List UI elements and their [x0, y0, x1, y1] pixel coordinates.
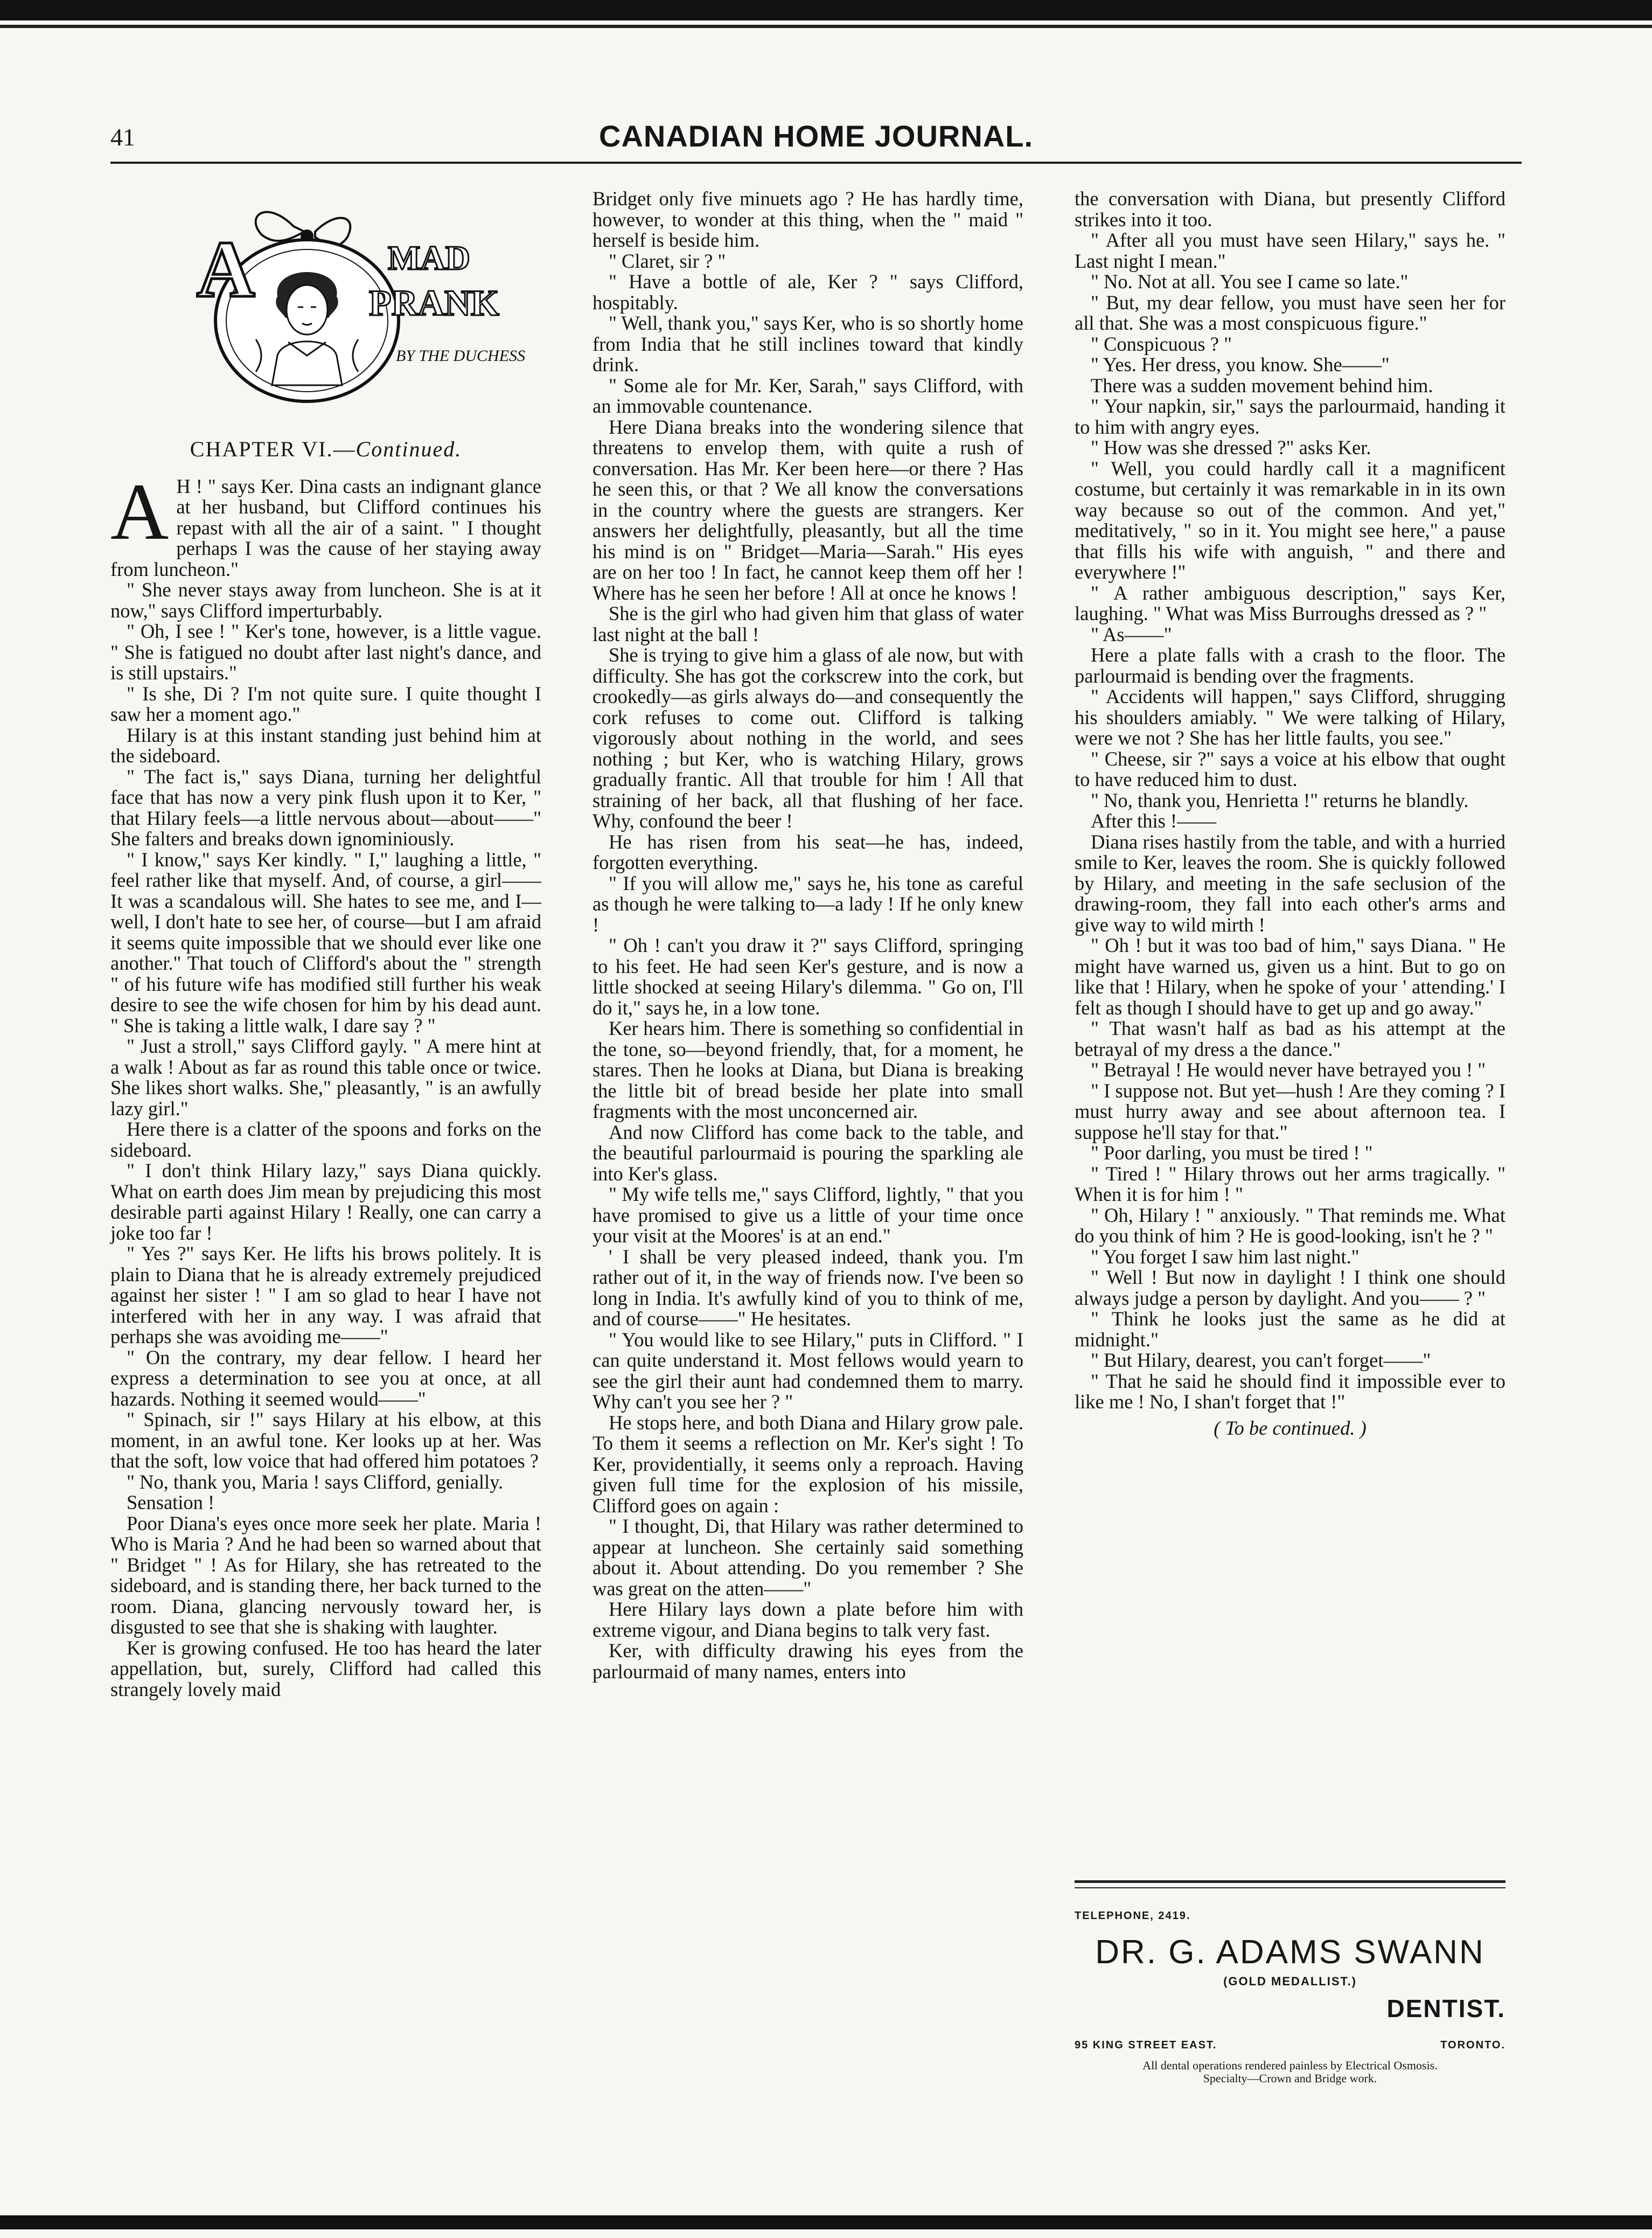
paragraph: " Is she, Di ? I'm not quite sure. I quite thought I saw her a moment ago." — [110, 682, 541, 725]
top-border — [0, 0, 1652, 20]
paragraph: " Yes ?" says Ker. He lifts his brows politely. It is plain to Diana that he is already extremely prejudiced against her sister ! " I am so glad to hear I have not interfered with her in any way. I was afraid that perhaps she was avoiding me——" — [110, 1242, 541, 1347]
paragraph: " As——" — [1091, 623, 1172, 645]
paragraph: Ker, with difficulty drawing his eyes from the parlourmaid of many names, enters into — [593, 1639, 1023, 1683]
paragraph: " Just a stroll," says Clifford gayly. " A mere hint at a walk ! About as far as round this table once or twice. She likes short walks. She," pleasantly, " is an awfully lazy girl." — [110, 1035, 541, 1120]
paragraph: " Poor darling, you must be tired ! " — [1091, 1142, 1373, 1164]
drop-cap: A — [110, 467, 169, 557]
first-paragraph — [110, 467, 541, 580]
paragraph: He stops here, and both Diana and Hilary grow pale. To them it seems a reflection on Mr. Ker's sight ! To Ker, providentially, it seems only a reproach. Having given full time for the explosion of his missile, Clifford goes on again : — [593, 1411, 1023, 1517]
ad-profession: DENTIST. — [1386, 1994, 1505, 2022]
paragraph: " I thought, Di, that Hilary was rather determined to appear at luncheon. She certainly said something about it. About attending. Do you remember ? She was great on the atten——" — [593, 1515, 1023, 1600]
column-2 — [593, 189, 1023, 1682]
paragraph: Diana rises hastily from the table, and with a hurried smile to Ker, leaves the room. She is quickly followed by Hilary, and meeting in the safe seclusion of the drawing-room, they fall into each other's arms and give way to wild mirth ! — [1075, 830, 1505, 936]
ad-street: 95 KING STREET EAST. — [1075, 2039, 1217, 2051]
paragraph: Here Diana breaks into the wondering silence that threatens to envelop them, with quite a rush of conversation. Has Mr. Ker been here—or there ? Has he seen this, or that ? We all know the conversations in the country where the guests are strangers. Ker answers her delightfully, pleasantly, but all the time his mind is on " Bridget—Maria—Sarah." His eyes are on her too ! In fact, he cannot keep them off her ! Where has he seen her before ! All at once he knows ! — [593, 415, 1023, 604]
running-head: CANADIAN HOME JOURNAL. — [599, 119, 1033, 153]
paragraph: " Some ale for Mr. Ker, Sarah," says Clifford, with an immovable countenance. — [593, 374, 1023, 417]
paragraph: Poor Diana's eyes once more seek her plate. Maria ! Who is Maria ? And he had been so warned about that " Bridget " ! As for Hilary, she has retreated to the sideboard, and is standing there, her back turned to the room. Diana, glancing nervously toward her, is disgusted to see that she is shaking with laughter. — [110, 1512, 541, 1638]
paragraph: " But, my dear fellow, you must have seen her for all that. She was a most conspicuous figure." — [1075, 291, 1505, 334]
paragraph: " Oh ! can't you draw it ?" says Clifford, springing to his feet. He had seen Ker's gesture, and is now a little shocked at seeing Hilary's dilemma. " Go on, I'll do it," says he, in a low tone. — [593, 934, 1023, 1019]
paragraph: " No, thank you, Henrietta !" returns he blandly. — [1091, 789, 1469, 811]
byline: BY THE DUCHESS — [396, 347, 526, 365]
paragraph: Ker is growing confused. He too has heard the later appellation, but, surely, Clifford had called this strangely lovely maid — [110, 1636, 541, 1700]
to-be-continued: ( To be continued. ) — [1214, 1416, 1367, 1439]
paragraph: " The fact is," says Diana, turning her delightful face that has now a very pink flush upon it to Ker, " that Hilary feels—a little nervous about—about——" She falters and breaks down ignominiously. — [110, 765, 541, 850]
paragraph: " You would like to see Hilary," puts in Clifford. " I can quite understand it. Most fellows would yearn to see the girl their aunt had condemned them to marry. Why can't you see her ? " — [593, 1328, 1023, 1413]
title-letter-a: A — [197, 225, 255, 314]
ad-note-1: All dental operations rendered painless by Electrical Osmosis. — [1142, 2059, 1438, 2072]
column-1 — [110, 439, 541, 1700]
ad-telephone: TELEPHONE, 2419. — [1075, 1910, 1191, 1922]
chapter-heading-text: CHAPTER VI.— — [190, 437, 356, 461]
paragraph: " After all you must have seen Hilary," says he. " Last night I mean." — [1075, 229, 1505, 272]
paragraph: He has risen from his seat—he has, indeed, forgotten everything. — [593, 830, 1023, 873]
paragraph: " Conspicuous ? " — [1091, 332, 1232, 355]
title-word-mad: MAD — [388, 239, 470, 277]
ad-note-2: Specialty—Crown and Bridge work. — [1203, 2072, 1377, 2085]
paragraph: Here there is a clatter of the spoons and forks on the sideboard. — [110, 1118, 541, 1161]
paragraph: " A rather ambiguous description," says Ker, laughing. " What was Miss Burroughs dressed as ? " — [1075, 581, 1505, 624]
paragraph: " Oh ! but it was too bad of him," says Diana. " He might have warned us, given us a hint. But to go on like that ! Hilary, when he spoke of your ' attending.' I felt as though I should have to get up and go away." — [1075, 934, 1505, 1019]
paragraph: " How was she dressed ?" asks Ker. — [1091, 436, 1371, 458]
paragraph: There was a sudden movement behind him. — [1091, 374, 1433, 397]
ad-address — [1075, 2039, 1505, 2052]
paragraph: " That he said he should find it impossible ever to like me ! No, I shan't forget that !" — [1075, 1370, 1505, 1413]
paragraph: " Well, you could hardly call it a magnificent costume, but certainly it was remarkable in in its own way because so out of the common. And yet," meditatively, " so in it. You might see here," a pause that fills his wife with anguish, " and there and everywhere !" — [1075, 457, 1505, 583]
paragraph: " Betrayal ! He would never have betrayed you ! " — [1091, 1059, 1486, 1081]
paragraph: " Have a bottle of ale, Ker ? " says Clifford, hospitably. — [593, 270, 1023, 314]
paragraph: " Oh, Hilary ! " anxiously. " That reminds me. What do you think of him ? He is good-looking, isn't he ? " — [1075, 1204, 1505, 1247]
paragraph: " My wife tells me," says Clifford, lightly, " that you have promised to give us a little of your time once your visit at the Moores' is at an end." — [593, 1183, 1023, 1247]
paragraph: " I don't think Hilary lazy," says Diana quickly. What on earth does Jim mean by prejudicing this most desirable parti against Hilary ! Really, one can carry a joke too far ! — [110, 1159, 541, 1244]
paragraph: the conversation with Diana, but presently Clifford strikes into it too. — [1075, 187, 1505, 231]
paragraph: " On the contrary, my dear fellow. I heard her express a determination to see you at once, at all hazards. Nothing it seemed would——" — [110, 1346, 541, 1410]
vignette-svg — [116, 194, 547, 409]
title-word-prank: PRANK — [369, 282, 499, 323]
paragraph: " No, thank you, Maria ! says Clifford, genially. — [127, 1470, 504, 1493]
paragraph: " Oh, I see ! " Ker's tone, however, is a little vague. " She is fatigued no doubt after last night's dance, and is still upstairs." — [110, 620, 541, 684]
page-number: 41 — [110, 123, 135, 151]
paragraph: Here Hilary lays down a plate before him with extreme vigour, and Diana begins to talk very fast. — [593, 1598, 1023, 1641]
paragraph: " Accidents will happen," says Clifford, shrugging his shoulders amiably. " We were talking of Hilary, were we not ? She has her little faults, you see." — [1075, 685, 1505, 749]
title-illustration — [116, 194, 547, 409]
ad-name: DR. G. ADAMS SWANN — [1095, 1934, 1485, 1971]
paragraph: H ! " says Ker. Dina casts an indignant glance at her husband, but Clifford continues his repast with all the air of a saint. " I thought perhaps I was the cause of her staying away from luncheon." — [110, 475, 541, 580]
paragraph: " She never stays away from luncheon. She is at it now," says Clifford imperturbably. — [110, 579, 541, 622]
column-3 — [1075, 189, 1505, 1438]
ad-rule — [1075, 1880, 1505, 1883]
paragraph: " You forget I saw him last night." — [1091, 1245, 1360, 1268]
paragraph: Hilary is at this instant standing just behind him at the sideboard. — [110, 724, 541, 767]
paragraph: " Claret, sir ? " — [609, 249, 726, 272]
paragraph: " That wasn't half as bad as his attempt at the betrayal of my dress a the dance." — [1075, 1017, 1505, 1060]
paragraph: " Tired ! " Hilary throws out her arms tragically. " When it is for him ! " — [1075, 1162, 1505, 1205]
ad-city: TORONTO. — [1440, 2039, 1505, 2051]
paragraph: Bridget only five minuets ago ? He has hardly time, however, to wonder at this thing, when the " maid " herself is beside him. — [593, 187, 1023, 251]
paragraph: Sensation ! — [127, 1491, 215, 1513]
paragraph: She is the girl who had given him that glass of water last night at the ball ! — [593, 602, 1023, 645]
paragraph: " Yes. Her dress, you know. She——" — [1091, 353, 1390, 376]
paragraph: " If you will allow me," says he, his tone as careful as though he were talking to—a lady ! If he only knew ! — [593, 872, 1023, 936]
paragraph: After this !—— — [1091, 810, 1217, 832]
top-border-thin — [0, 25, 1652, 28]
paragraph: " Spinach, sir !" says Hilary at his elbow, at this moment, in an awful tone. Ker looks up at her. Was that the soft, low voice that had offered him potatoes ? — [110, 1408, 541, 1472]
ad-rule-thin — [1075, 1887, 1505, 1888]
paragraph: Here a plate falls with a crash to the floor. The parlourmaid is bending over the fragments. — [1075, 644, 1505, 687]
chapter-heading — [110, 439, 541, 460]
bottom-border — [0, 2215, 1652, 2229]
ad-medallist: (GOLD MEDALLIST.) — [1223, 1975, 1357, 1988]
paragraph: " I know," says Ker kindly. " I," laughing a little, " feel rather like that myself. And, of course, a girl—— It was a scandalous will. She hates to see me, and I—well, I don't hate to see her, of course—but I am afraid it seems quite impossible that we should ever like one another." That touch of Clifford's about the " strength " of his future wife has modified still further his weak desire to see the wife chosen for him by his dead aunt. " She is taking a little walk, I dare say ? " — [110, 848, 541, 1037]
paragraph: " No. Not at all. You see I came so late." — [1091, 270, 1409, 293]
paragraph: " Think he looks just the same as he did at midnight." — [1075, 1308, 1505, 1351]
paragraph: " Well, thank you," says Ker, who is so shortly home from India that he still inclines toward that kindly drink. — [593, 312, 1023, 376]
chapter-heading-continued: Continued. — [356, 437, 462, 461]
paragraph: Ker hears him. There is something so confidential in the tone, so—beyond friendly, that, for a moment, he stares. Then he looks at Diana, but Diana is breaking the little bit of bread beside her plate into small fragments with the most unconcerned air. — [593, 1017, 1023, 1122]
paragraph: ' I shall be very pleased indeed, thank you. I'm rather out of it, in the way of friends now. I've been so long in India. It's awfully kind of you to think of me, and of course——" He hesitates. — [593, 1245, 1023, 1330]
paragraph: " I suppose not. But yet—hush ! Are they coming ? I must hurry away and see about afternoon tea. I suppose he'll stay for that." — [1075, 1079, 1505, 1143]
page-header — [110, 113, 1522, 167]
paragraph: " Well ! But now in daylight ! I think one should always judge a person by daylight. And you—— ? " — [1075, 1266, 1505, 1309]
paragraph: She is trying to give him a glass of ale now, but with difficulty. She has got the corkscrew into the cork, but crookedly—as girls always do—and consequently the cork refuses to come out. Clifford is talking vigorously about nothing in the world, and sees nothing ; but Ker, who is watching Hilary, grows gradually frantic. All that trouble for him ! All that straining of her back, all that flushing of her face. Why, confound the beer ! — [593, 644, 1023, 832]
dentist-advertisement — [1075, 1880, 1505, 2085]
header-rule — [110, 162, 1522, 164]
paragraph: " Your napkin, sir," says the parlourmaid, handing it to him with angry eyes. — [1075, 395, 1505, 438]
paragraph: " But Hilary, dearest, you can't forget——" — [1091, 1349, 1431, 1371]
paragraph: " Cheese, sir ?" says a voice at his elbow that ought to have reduced him to dust. — [1075, 747, 1505, 790]
paragraph: And now Clifford has come back to the table, and the beautiful parlourmaid is pouring the sparkling ale into Ker's glass. — [593, 1121, 1023, 1185]
